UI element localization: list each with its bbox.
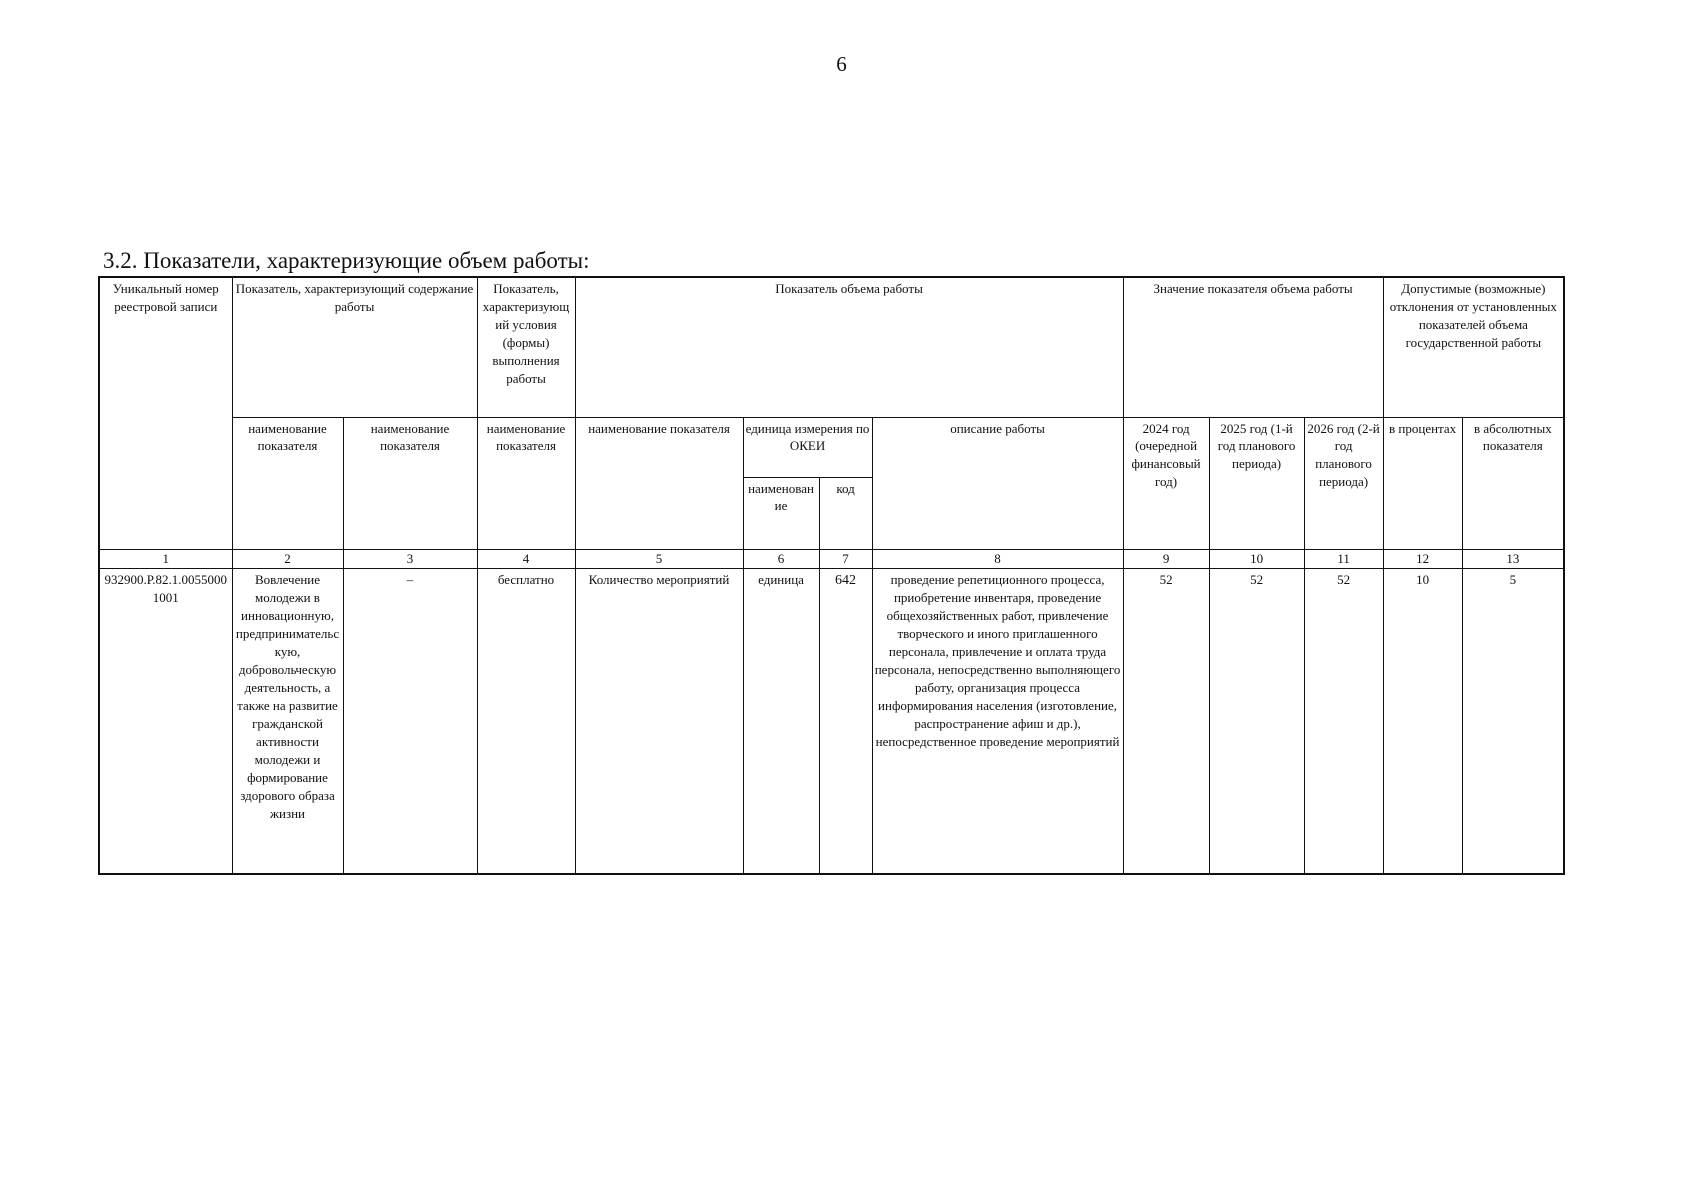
header-content-indicator: Показатель, характеризующий содержание работы [232, 277, 477, 417]
unit-name-cell: единица [743, 569, 819, 874]
header-okei-code: код [819, 477, 872, 549]
column-number: 6 [743, 549, 819, 569]
header-year-2025: 2025 год (1-й год планового периода) [1209, 417, 1304, 549]
header-volume-value: Значение показателя объема работы [1123, 277, 1383, 417]
work-volume-table [98, 276, 1565, 875]
value-2024-cell: 52 [1123, 569, 1209, 874]
column-number: 8 [872, 549, 1123, 569]
column-number: 3 [343, 549, 477, 569]
content-name-2-cell: – [343, 569, 477, 874]
header-condition-indicator: Показатель, характеризующий условия (формы) выполнения работы [477, 277, 575, 417]
column-number: 5 [575, 549, 743, 569]
registry-number-cell: 932900.Р.82.1.00550001001 [99, 569, 232, 874]
section-title: 3.2. Показатели, характеризующие объем работы: [103, 248, 590, 273]
table-row [99, 569, 1564, 874]
header-registry-number: Уникальный номер реестровой записи [99, 277, 232, 549]
indicator-name-cell: Количество мероприятий [575, 569, 743, 874]
header-in-absolute: в абсолютных показателя [1462, 417, 1564, 549]
unit-code-cell: 642 [819, 569, 872, 874]
header-name-col2: наименование показателя [232, 417, 343, 549]
header-year-2024: 2024 год (очередной финансовый год) [1123, 417, 1209, 549]
column-number: 7 [819, 549, 872, 569]
column-number: 1 [99, 549, 232, 569]
value-2025-cell: 52 [1209, 569, 1304, 874]
page-number: 6 [836, 52, 847, 76]
content-name-cell: Вовлечение молодежи в инновационную, предпринимательскую, добровольческую деятельность, а также на развитие гражданской активности молодежи и формирование здорового образа жизни [232, 569, 343, 874]
column-number: 12 [1383, 549, 1462, 569]
column-number: 4 [477, 549, 575, 569]
deviation-percent-cell: 10 [1383, 569, 1462, 874]
header-in-percent: в процентах [1383, 417, 1462, 549]
header-year-2026: 2026 год (2-й год планового периода) [1304, 417, 1383, 549]
header-work-description: описание работы [872, 417, 1123, 549]
header-volume-indicator: Показатель объема работы [575, 277, 1123, 417]
header-row-2 [99, 417, 1564, 477]
header-row-1 [99, 277, 1564, 417]
column-number: 9 [1123, 549, 1209, 569]
column-number: 2 [232, 549, 343, 569]
deviation-absolute-cell: 5 [1462, 569, 1564, 874]
header-okei-name: наименование [743, 477, 819, 549]
column-number: 11 [1304, 549, 1383, 569]
work-description-cell: проведение репетиционного процесса, приобретение инвентаря, проведение общехозяйственных работ, привлечение творческого и иного приглашенного персонала, привлечение и оплата труда персонала, непосредственно выполняющего работу, организация процесса информирования населения (изготовление, распространение афиш и др.), непосредственное проведение мероприятий [872, 569, 1123, 874]
column-number: 10 [1209, 549, 1304, 569]
header-deviations: Допустимые (возможные) отклонения от установленных показателей объема государственной работы [1383, 277, 1564, 417]
value-2026-cell: 52 [1304, 569, 1383, 874]
header-okei-unit: единица измерения по ОКЕИ [743, 417, 872, 477]
header-name-col3: наименование показателя [343, 417, 477, 549]
header-name-col5: наименование показателя [575, 417, 743, 549]
header-name-col4: наименование показателя [477, 417, 575, 549]
column-number: 13 [1462, 549, 1564, 569]
column-number-row [99, 549, 1564, 569]
condition-cell: бесплатно [477, 569, 575, 874]
